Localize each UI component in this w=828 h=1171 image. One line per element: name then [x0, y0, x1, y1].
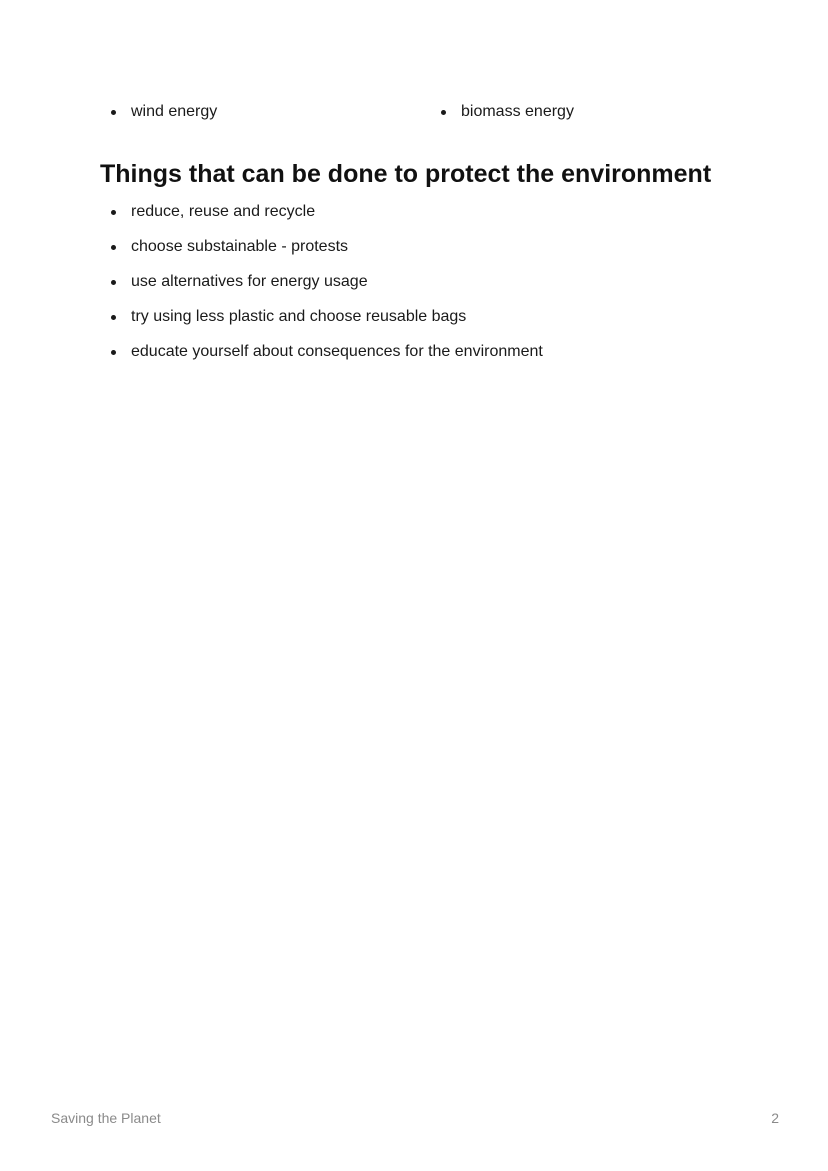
- footer-page-number: 2: [771, 1110, 779, 1126]
- protection-list: [111, 201, 543, 376]
- list-item: reduce, reuse and recycle: [111, 201, 543, 236]
- list-item: choose substainable - protests: [111, 236, 543, 271]
- energy-list-item: wind energy: [111, 101, 217, 123]
- list-item: educate yourself about consequences for the environment: [111, 341, 543, 376]
- energy-list-item: biomass energy: [441, 101, 574, 123]
- footer-document-title: Saving the Planet: [51, 1110, 161, 1126]
- list-item: try using less plastic and choose reusable bags: [111, 306, 543, 341]
- energy-list: [0, 101, 828, 125]
- section-heading: Things that can be done to protect the environment: [100, 160, 712, 188]
- list-item: use alternatives for energy usage: [111, 271, 543, 306]
